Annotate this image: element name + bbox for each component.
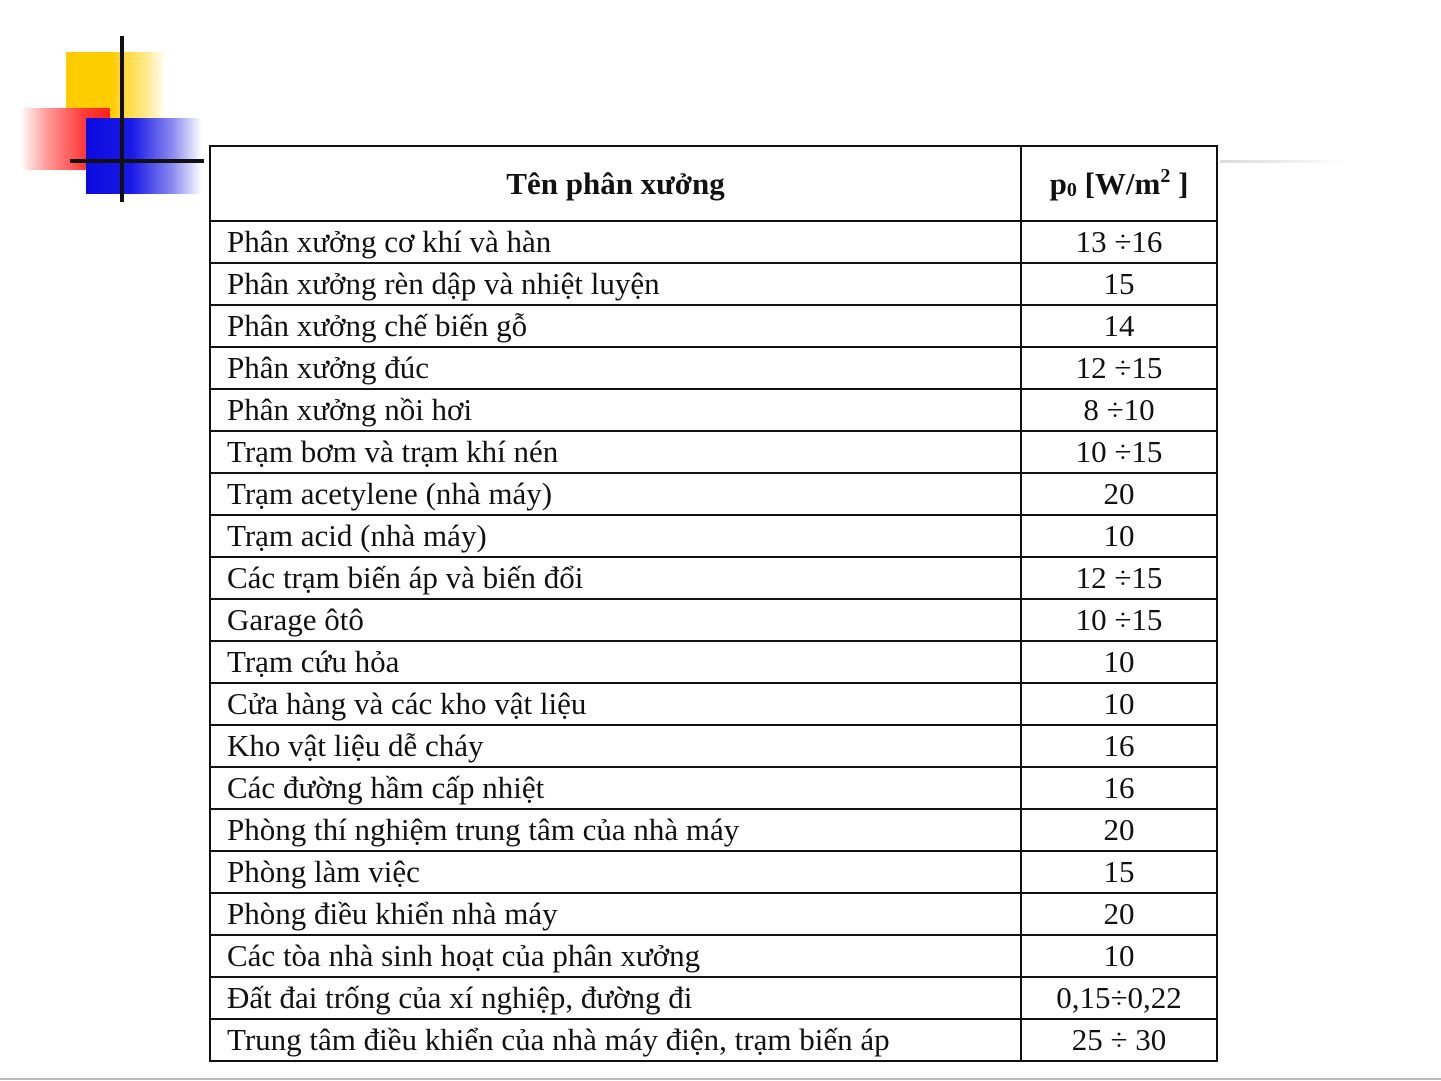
row-name: Kho vật liệu dễ cháy	[210, 725, 1021, 767]
table-row	[210, 557, 1217, 599]
logo-horizontal-line	[70, 159, 204, 163]
row-value: 10 ÷15	[1021, 599, 1217, 641]
row-value: 20	[1021, 809, 1217, 851]
table-row	[210, 263, 1217, 305]
table-row	[210, 473, 1217, 515]
row-value: 12 ÷15	[1021, 347, 1217, 389]
row-name: Phòng thí nghiệm trung tâm của nhà máy	[210, 809, 1021, 851]
row-name: Các tòa nhà sinh hoạt của phân xưởng	[210, 935, 1021, 977]
table-body	[210, 221, 1217, 1061]
table-row	[210, 305, 1217, 347]
row-name: Phân xưởng chế biến gỗ	[210, 305, 1021, 347]
row-name: Phòng làm việc	[210, 851, 1021, 893]
row-name: Trạm acid (nhà máy)	[210, 515, 1021, 557]
row-value: 25 ÷ 30	[1021, 1019, 1217, 1061]
table-row	[210, 935, 1217, 977]
row-name: Các trạm biến áp và biến đổi	[210, 557, 1021, 599]
table-row	[210, 977, 1217, 1019]
row-value: 10	[1021, 683, 1217, 725]
table-row	[210, 683, 1217, 725]
table-row	[210, 347, 1217, 389]
table-row	[210, 641, 1217, 683]
table-row	[210, 725, 1217, 767]
table-row	[210, 599, 1217, 641]
row-name: Trạm acetylene (nhà máy)	[210, 473, 1021, 515]
row-name: Garage ôtô	[210, 599, 1021, 641]
row-value: 10	[1021, 935, 1217, 977]
table-row	[210, 767, 1217, 809]
row-name: Các đường hầm cấp nhiệt	[210, 767, 1021, 809]
row-value: 20	[1021, 473, 1217, 515]
row-name: Trạm cứu hỏa	[210, 641, 1021, 683]
logo-blue-square	[86, 118, 202, 194]
table-row	[210, 221, 1217, 263]
row-name: Trung tâm điều khiển của nhà máy điện, trạm biến áp	[210, 1019, 1021, 1061]
row-value: 16	[1021, 767, 1217, 809]
row-value: 0,15÷0,22	[1021, 977, 1217, 1019]
row-value: 12 ÷15	[1021, 557, 1217, 599]
row-value: 16	[1021, 725, 1217, 767]
table-row	[210, 515, 1217, 557]
header-unit-superscript: 2	[1160, 165, 1171, 187]
row-value: 14	[1021, 305, 1217, 347]
header-unit-close: ]	[1170, 166, 1189, 201]
header-p-symbol: p	[1049, 166, 1067, 201]
row-name: Phân xưởng cơ khí và hàn	[210, 221, 1021, 263]
table-header-row	[210, 146, 1217, 221]
row-name: Phòng điều khiển nhà máy	[210, 893, 1021, 935]
row-name: Phân xưởng đúc	[210, 347, 1021, 389]
header-workshop-name: Tên phân xưởng	[210, 146, 1021, 221]
header-power-density	[1021, 146, 1217, 221]
row-name: Cửa hàng và các kho vật liệu	[210, 683, 1021, 725]
row-value: 10	[1021, 515, 1217, 557]
table-row	[210, 809, 1217, 851]
row-name: Phân xưởng nồi hơi	[210, 389, 1021, 431]
row-value: 8 ÷10	[1021, 389, 1217, 431]
power-density-table	[209, 145, 1218, 1062]
bottom-rule	[0, 1078, 1441, 1080]
table-row	[210, 1019, 1217, 1061]
row-value: 10	[1021, 641, 1217, 683]
table-row	[210, 893, 1217, 935]
row-value: 15	[1021, 851, 1217, 893]
title-rule	[1220, 160, 1350, 163]
row-value: 20	[1021, 893, 1217, 935]
table-row	[210, 431, 1217, 473]
row-name: Trạm bơm và trạm khí nén	[210, 431, 1021, 473]
logo-vertical-line	[120, 36, 124, 202]
table-row	[210, 851, 1217, 893]
row-value: 10 ÷15	[1021, 431, 1217, 473]
row-name: Đất đai trống của xí nghiệp, đường đi	[210, 977, 1021, 1019]
header-unit-open: [W/m	[1076, 166, 1161, 201]
row-value: 13 ÷16	[1021, 221, 1217, 263]
header-p-subscript: 0	[1066, 179, 1077, 201]
row-value: 15	[1021, 263, 1217, 305]
power-density-table-container	[209, 145, 1216, 1062]
table-row	[210, 389, 1217, 431]
row-name: Phân xưởng rèn dập và nhiệt luyện	[210, 263, 1021, 305]
